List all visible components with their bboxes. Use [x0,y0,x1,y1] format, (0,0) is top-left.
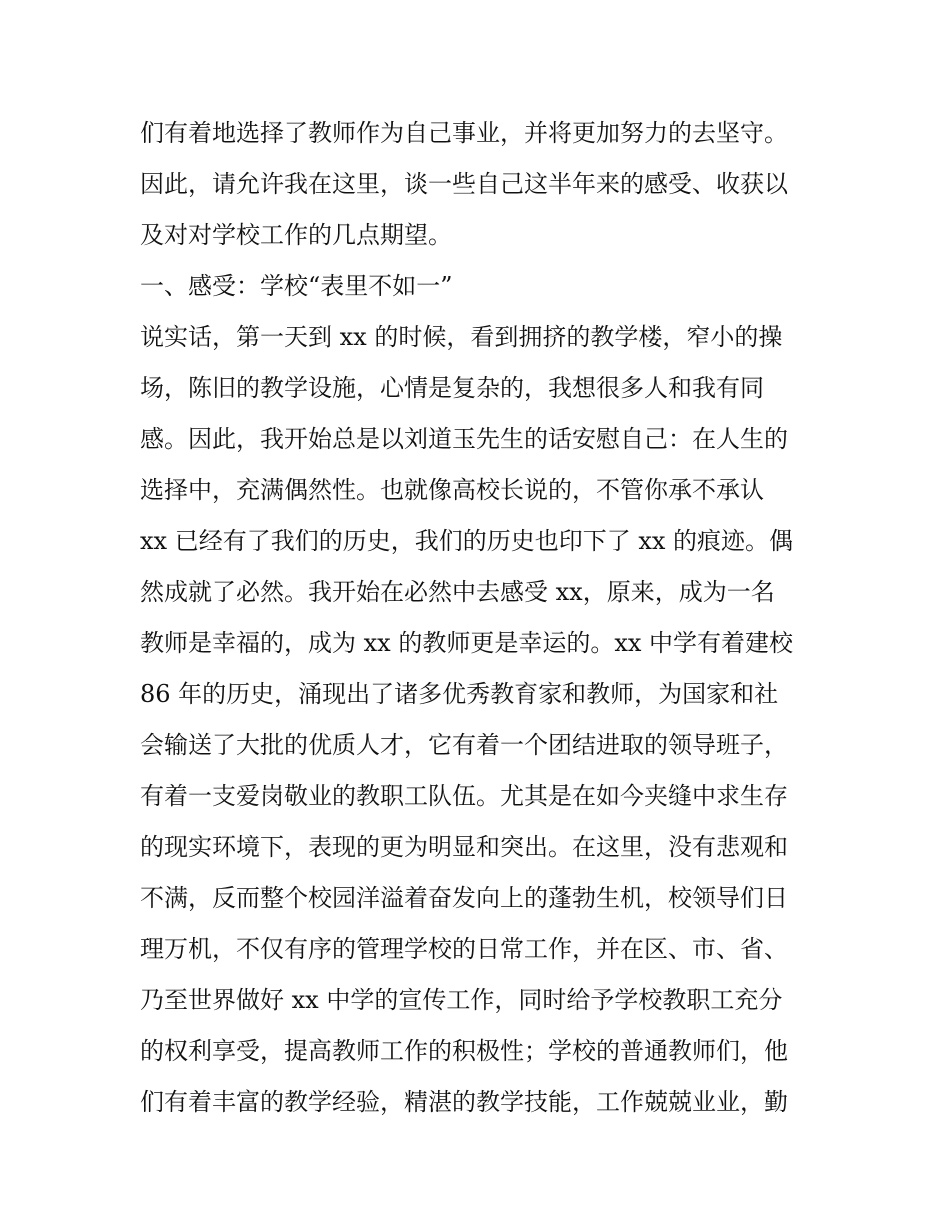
text-line: 理万机，不仅有序的管理学校的日常工作，并在区、市、省、 [140,935,788,963]
text-line: 的现实环境下，表现的更为明显和突出。在这里，没有悲观和 [140,833,788,861]
section-heading: 一、感受：学校“表里不如一” [140,272,453,300]
text-line: 及对对学校工作的几点期望。 [140,221,452,249]
text-line: 不满，反而整个校园洋溢着奋发向上的蓬勃生机，校领导们日 [140,884,788,912]
text-line: 乃至世界做好 xx 中学的宣传工作，同时给予学校教职工充分 [140,986,783,1014]
text-line: xx 已经有了我们的历史，我们的历史也印下了 xx 的痕迹。偶 [140,527,794,555]
text-line: 有着一支爱岗敬业的教职工队伍。尤其是在如今夹缝中求生存 [140,782,788,810]
document-body [140,108,820,1128]
text-line: 场，陈旧的教学设施，心情是复杂的，我想很多人和我有同 [140,374,764,402]
text-line: 因此，请允许我在这里，谈一些自己这半年来的感受、收获以 [140,170,788,198]
text-line: 86 年的历史，涌现出了诸多优秀教育家和教师，为国家和社 [140,680,779,708]
text-line: 们有着地选择了教师作为自己事业，并将更加努力的去坚守。 [140,119,788,147]
text-line: 选择中，充满偶然性。也就像高校长说的，不管你承不承认 [140,476,764,504]
text-line: 们有着丰富的教学经验，精湛的教学技能，工作兢兢业业，勤 [140,1088,788,1116]
text-line: 的权利享受，提高教师工作的积极性；学校的普通教师们，他 [140,1037,788,1065]
text-line: 感。因此，我开始总是以刘道玉先生的话安慰自己：在人生的 [140,425,788,453]
text-line: 然成就了必然。我开始在必然中去感受 xx，原来，成为一名 [140,578,775,606]
text-line: 说实话，第一天到 xx 的时候，看到拥挤的教学楼，窄小的操 [140,323,783,351]
text-line: 教师是幸福的，成为 xx 的教师更是幸运的。xx 中学有着建校 [140,629,794,657]
text-line: 会输送了大批的优质人才，它有着一个团结进取的领导班子， [140,731,788,759]
